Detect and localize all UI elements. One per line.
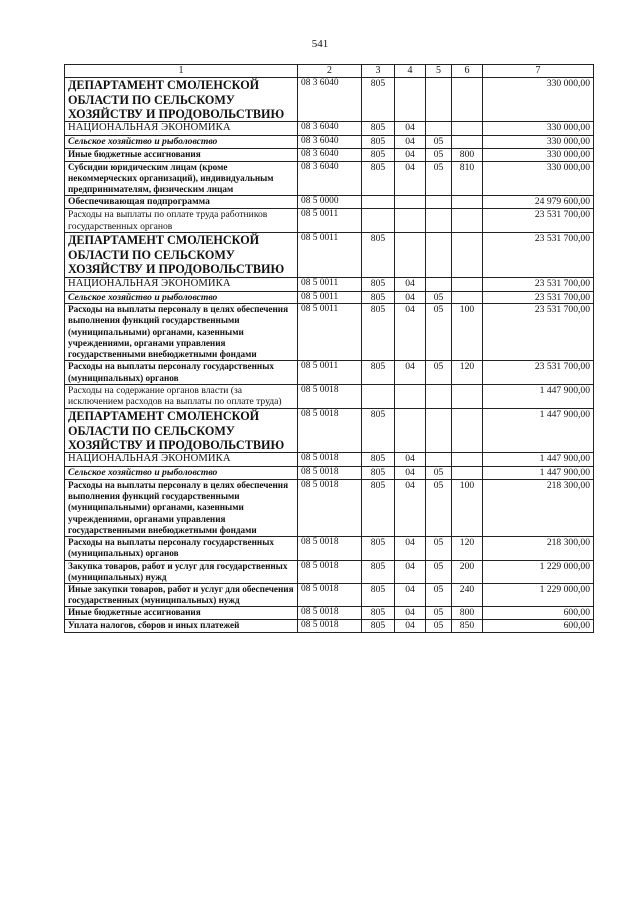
table-row	[65, 384, 594, 408]
cell-name: Закупка товаров, работ и услуг для государственных (муниципальных) нужд	[65, 560, 298, 583]
cell-name: НАЦИОНАЛЬНАЯ ЭКОНОМИКА	[65, 122, 298, 136]
cell-ministry-code	[362, 384, 395, 408]
cell-section: 04	[395, 122, 426, 136]
cell-expense-type: 100	[452, 479, 483, 536]
cell-name: Расходы на выплаты персоналу в целях обеспечения выполнения функций государственными (муниципальными) органами, казенными учреждениями, органами управления государственными внебюджетными фондами	[65, 304, 298, 361]
cell-expense-type: 120	[452, 537, 483, 560]
cell-amount: 24 979 600,00	[483, 196, 594, 209]
cell-subsection	[426, 78, 452, 122]
cell-expense-type	[452, 409, 483, 453]
table-row	[65, 122, 594, 136]
cell-subsection: 05	[426, 479, 452, 536]
table-row	[65, 196, 594, 209]
cell-amount: 23 531 700,00	[483, 304, 594, 361]
cell-name: ДЕПАРТАМЕНТ СМОЛЕНСКОЙ ОБЛАСТИ ПО СЕЛЬСКОМУ ХОЗЯЙСТВУ И ПРОДОВОЛЬСТВИЮ	[65, 78, 298, 122]
cell-name: Субсидии юридическим лицам (кроме некоммерческих организаций), индивидуальным предпринимателям, физическим лицам	[65, 161, 298, 196]
table-row	[65, 161, 594, 196]
cell-section: 04	[395, 161, 426, 196]
cell-section: 04	[395, 583, 426, 606]
cell-target-article: 08 5 0011	[298, 277, 362, 291]
cell-ministry-code: 805	[362, 161, 395, 196]
cell-expense-type: 800	[452, 607, 483, 620]
table-row	[65, 148, 594, 161]
cell-expense-type	[452, 122, 483, 136]
cell-target-article: 08 5 0000	[298, 196, 362, 209]
cell-amount: 23 531 700,00	[483, 277, 594, 291]
cell-expense-type	[452, 233, 483, 277]
table-row	[65, 409, 594, 453]
cell-target-article: 08 5 0018	[298, 384, 362, 408]
cell-section: 04	[395, 291, 426, 304]
cell-expense-type	[452, 196, 483, 209]
cell-ministry-code: 805	[362, 277, 395, 291]
cell-expense-type: 120	[452, 361, 483, 384]
cell-expense-type	[452, 467, 483, 480]
cell-section: 04	[395, 467, 426, 480]
header-row	[65, 65, 594, 78]
cell-amount: 1 447 900,00	[483, 453, 594, 467]
cell-name: Иные закупки товаров, работ и услуг для обеспечения государственных (муниципальных) нужд	[65, 583, 298, 606]
cell-amount: 23 531 700,00	[483, 291, 594, 304]
cell-target-article: 08 5 0018	[298, 479, 362, 536]
cell-subsection	[426, 384, 452, 408]
cell-subsection: 05	[426, 161, 452, 196]
cell-subsection	[426, 196, 452, 209]
cell-amount: 1 229 000,00	[483, 560, 594, 583]
cell-amount: 23 531 700,00	[483, 361, 594, 384]
cell-name: НАЦИОНАЛЬНАЯ ЭКОНОМИКА	[65, 277, 298, 291]
cell-name: Расходы на выплаты по оплате труда работников государственных органов	[65, 209, 298, 233]
cell-subsection	[426, 277, 452, 291]
cell-section	[395, 78, 426, 122]
cell-section: 04	[395, 453, 426, 467]
cell-subsection: 05	[426, 583, 452, 606]
table-row	[65, 467, 594, 480]
table-row	[65, 304, 594, 361]
cell-section: 04	[395, 277, 426, 291]
header-col-1: 1	[65, 65, 298, 78]
table-row	[65, 537, 594, 560]
cell-subsection	[426, 233, 452, 277]
cell-name: Обеспечивающая подпрограмма	[65, 196, 298, 209]
cell-subsection: 05	[426, 136, 452, 149]
cell-amount: 330 000,00	[483, 78, 594, 122]
header-col-6: 6	[452, 65, 483, 78]
table-row	[65, 560, 594, 583]
cell-ministry-code: 805	[362, 361, 395, 384]
table-row	[65, 78, 594, 122]
cell-section	[395, 196, 426, 209]
cell-expense-type: 800	[452, 148, 483, 161]
cell-expense-type: 200	[452, 560, 483, 583]
cell-target-article: 08 3 6040	[298, 148, 362, 161]
cell-subsection: 05	[426, 291, 452, 304]
cell-name: Сельское хозяйство и рыболовство	[65, 136, 298, 149]
cell-subsection	[426, 209, 452, 233]
cell-amount: 600,00	[483, 620, 594, 633]
cell-section: 04	[395, 361, 426, 384]
cell-expense-type	[452, 291, 483, 304]
header-col-4: 4	[395, 65, 426, 78]
cell-name: НАЦИОНАЛЬНАЯ ЭКОНОМИКА	[65, 453, 298, 467]
cell-subsection	[426, 453, 452, 467]
cell-amount: 1 447 900,00	[483, 384, 594, 408]
cell-amount: 330 000,00	[483, 148, 594, 161]
header-col-3: 3	[362, 65, 395, 78]
cell-subsection: 05	[426, 607, 452, 620]
cell-subsection: 05	[426, 560, 452, 583]
cell-amount: 1 447 900,00	[483, 409, 594, 453]
cell-subsection: 05	[426, 537, 452, 560]
cell-name: ДЕПАРТАМЕНТ СМОЛЕНСКОЙ ОБЛАСТИ ПО СЕЛЬСКОМУ ХОЗЯЙСТВУ И ПРОДОВОЛЬСТВИЮ	[65, 409, 298, 453]
cell-name: Иные бюджетные ассигнования	[65, 607, 298, 620]
cell-expense-type: 810	[452, 161, 483, 196]
cell-name: Сельское хозяйство и рыболовство	[65, 467, 298, 480]
cell-expense-type	[452, 453, 483, 467]
cell-expense-type	[452, 136, 483, 149]
cell-ministry-code: 805	[362, 537, 395, 560]
cell-section: 04	[395, 620, 426, 633]
header-col-5: 5	[426, 65, 452, 78]
cell-target-article: 08 5 0011	[298, 209, 362, 233]
budget-table	[64, 64, 594, 633]
cell-section: 04	[395, 537, 426, 560]
cell-ministry-code: 805	[362, 233, 395, 277]
table-row	[65, 453, 594, 467]
cell-expense-type	[452, 277, 483, 291]
cell-target-article: 08 5 0018	[298, 453, 362, 467]
cell-expense-type	[452, 78, 483, 122]
cell-ministry-code: 805	[362, 479, 395, 536]
cell-section: 04	[395, 479, 426, 536]
table-row	[65, 620, 594, 633]
cell-target-article: 08 5 0018	[298, 409, 362, 453]
cell-section	[395, 384, 426, 408]
cell-expense-type	[452, 209, 483, 233]
table-row	[65, 233, 594, 277]
cell-target-article: 08 5 0011	[298, 291, 362, 304]
cell-subsection: 05	[426, 304, 452, 361]
cell-amount: 1 229 000,00	[483, 583, 594, 606]
cell-section	[395, 233, 426, 277]
table-row	[65, 291, 594, 304]
table-row	[65, 607, 594, 620]
table-row	[65, 583, 594, 606]
cell-subsection	[426, 409, 452, 453]
cell-subsection	[426, 122, 452, 136]
cell-ministry-code	[362, 209, 395, 233]
cell-amount: 1 447 900,00	[483, 467, 594, 480]
cell-expense-type: 850	[452, 620, 483, 633]
cell-expense-type: 100	[452, 304, 483, 361]
cell-name: ДЕПАРТАМЕНТ СМОЛЕНСКОЙ ОБЛАСТИ ПО СЕЛЬСКОМУ ХОЗЯЙСТВУ И ПРОДОВОЛЬСТВИЮ	[65, 233, 298, 277]
cell-amount: 218 300,00	[483, 479, 594, 536]
cell-target-article: 08 5 0018	[298, 560, 362, 583]
cell-section: 04	[395, 136, 426, 149]
cell-section	[395, 409, 426, 453]
cell-ministry-code: 805	[362, 467, 395, 480]
cell-target-article: 08 5 0018	[298, 620, 362, 633]
cell-target-article: 08 5 0018	[298, 467, 362, 480]
cell-expense-type: 240	[452, 583, 483, 606]
header-col-2: 2	[298, 65, 362, 78]
table-row	[65, 277, 594, 291]
cell-ministry-code: 805	[362, 136, 395, 149]
cell-name: Сельское хозяйство и рыболовство	[65, 291, 298, 304]
cell-name: Расходы на выплаты персоналу государственных (муниципальных) органов	[65, 361, 298, 384]
cell-section	[395, 209, 426, 233]
cell-name: Расходы на выплаты персоналу государственных (муниципальных) органов	[65, 537, 298, 560]
cell-amount: 600,00	[483, 607, 594, 620]
cell-ministry-code: 805	[362, 291, 395, 304]
cell-ministry-code: 805	[362, 560, 395, 583]
cell-section: 04	[395, 304, 426, 361]
cell-ministry-code: 805	[362, 607, 395, 620]
cell-ministry-code: 805	[362, 453, 395, 467]
header-col-7: 7	[483, 65, 594, 78]
table-row	[65, 361, 594, 384]
cell-ministry-code: 805	[362, 583, 395, 606]
cell-section: 04	[395, 148, 426, 161]
cell-subsection: 05	[426, 361, 452, 384]
table-row	[65, 209, 594, 233]
cell-target-article: 08 3 6040	[298, 161, 362, 196]
cell-name: Уплата налогов, сборов и иных платежей	[65, 620, 298, 633]
cell-name: Расходы на выплаты персоналу в целях обеспечения выполнения функций государственными (муниципальными) органами, казенными учреждениями, органами управления государственными внебюджетными фондами	[65, 479, 298, 536]
cell-target-article: 08 3 6040	[298, 122, 362, 136]
cell-ministry-code	[362, 196, 395, 209]
cell-ministry-code: 805	[362, 148, 395, 161]
table-row	[65, 479, 594, 536]
cell-target-article: 08 5 0018	[298, 607, 362, 620]
cell-amount: 23 531 700,00	[483, 209, 594, 233]
page-number: 541	[311, 38, 329, 50]
table-body	[65, 78, 594, 633]
cell-amount: 330 000,00	[483, 122, 594, 136]
cell-ministry-code: 805	[362, 78, 395, 122]
cell-section: 04	[395, 607, 426, 620]
cell-amount: 23 531 700,00	[483, 233, 594, 277]
cell-name: Расходы на содержание органов власти (за исключением расходов на выплаты по оплате труда)	[65, 384, 298, 408]
cell-target-article: 08 5 0018	[298, 537, 362, 560]
cell-ministry-code: 805	[362, 122, 395, 136]
cell-target-article: 08 3 6040	[298, 136, 362, 149]
cell-subsection: 05	[426, 467, 452, 480]
cell-section: 04	[395, 560, 426, 583]
cell-target-article: 08 5 0018	[298, 583, 362, 606]
cell-amount: 330 000,00	[483, 136, 594, 149]
cell-amount: 330 000,00	[483, 161, 594, 196]
cell-expense-type	[452, 384, 483, 408]
cell-target-article: 08 3 6040	[298, 78, 362, 122]
cell-subsection: 05	[426, 148, 452, 161]
cell-ministry-code: 805	[362, 620, 395, 633]
cell-name: Иные бюджетные ассигнования	[65, 148, 298, 161]
cell-ministry-code: 805	[362, 304, 395, 361]
table-row	[65, 136, 594, 149]
cell-target-article: 08 5 0011	[298, 304, 362, 361]
cell-target-article: 08 5 0011	[298, 361, 362, 384]
cell-ministry-code: 805	[362, 409, 395, 453]
cell-amount: 218 300,00	[483, 537, 594, 560]
cell-subsection: 05	[426, 620, 452, 633]
cell-target-article: 08 5 0011	[298, 233, 362, 277]
